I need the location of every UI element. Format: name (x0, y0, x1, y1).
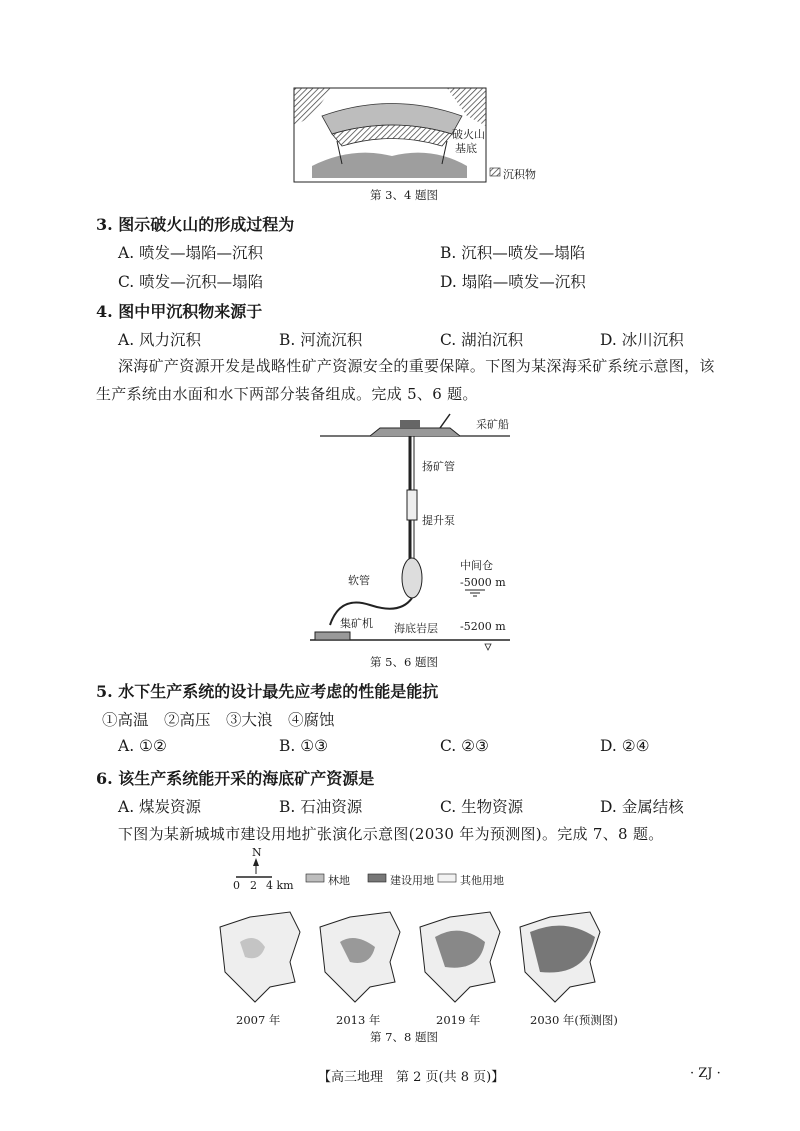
passage-line: 生产系统由水面和水下两部分装备组成。完成 5、6 题。 (96, 385, 478, 403)
passage-line: 深海矿产资源开发是战略性矿产资源安全的重要保障。下图为某深海采矿系统示意图，该 (118, 357, 715, 375)
label-depth-5000: -5000 m (460, 576, 506, 589)
figure-deep-sea-mining (310, 410, 550, 652)
legend-swatch-other (438, 874, 456, 882)
label-collector: 集矿机 (340, 617, 373, 630)
option-c: C. ②③ (440, 737, 489, 755)
fig1-label-base: 基底 (455, 142, 477, 155)
map-2007 (220, 912, 300, 1002)
figure-caption: 第 7、8 题图 (370, 1030, 438, 1044)
question-stem: 6. 该生产系统能开采的海底矿产资源是 (96, 769, 375, 788)
fig1-label-caldera: 破火山 (452, 128, 485, 141)
year-label: 2013 年 (336, 1013, 381, 1027)
option-c: C. 喷发—沉积—塌陷 (118, 273, 264, 291)
scale-label: 0 (233, 879, 240, 892)
option-c: C. 生物资源 (440, 798, 524, 816)
label-depth-5200: -5200 m (460, 620, 506, 633)
scale-label: 2 (250, 879, 257, 892)
question-items: ①高温 ②高压 ③大浪 ④腐蚀 (102, 711, 335, 729)
legend-swatch-construction (368, 874, 386, 882)
legend-label-forest: 林地 (328, 874, 350, 887)
map-2019 (420, 912, 500, 1002)
passage-line: 下图为某新城城市建设用地扩张演化示意图(2030 年为预测图)。完成 7、8 题。 (118, 825, 664, 843)
legend-swatch-sediment (490, 168, 500, 176)
page-footer: 【高三地理 第 2 页(共 8 页)】 (318, 1070, 505, 1085)
question-stem: 3. 图示破火山的形成过程为 (96, 215, 295, 234)
option-c: C. 湖泊沉积 (440, 331, 524, 349)
map-2013 (320, 912, 400, 1002)
option-d: D. ②④ (600, 737, 650, 755)
map-2030 (520, 912, 600, 1002)
label-pump: 提升泵 (422, 514, 455, 527)
option-b: B. 河流沉积 (279, 331, 363, 349)
option-a: A. 煤炭资源 (118, 798, 202, 816)
year-label: 2019 年 (436, 1013, 481, 1027)
scale-label: 4 km (266, 879, 294, 892)
option-a: A. 喷发—塌陷—沉积 (118, 244, 264, 262)
figure-land-use-maps (210, 846, 630, 1027)
footer-code: · ZJ · (690, 1066, 721, 1081)
legend-label-construction: 建设用地 (390, 874, 434, 887)
option-b: B. ①③ (279, 737, 329, 755)
figure-caption: 第 3、4 题图 (370, 188, 438, 202)
question-stem: 5. 水下生产系统的设计最先应考虑的性能是能抗 (96, 682, 439, 701)
label-bin: 中间仓 (460, 559, 493, 572)
year-label: 2007 年 (236, 1013, 281, 1027)
option-b: B. 石油资源 (279, 798, 363, 816)
option-a: A. 风力沉积 (118, 331, 202, 349)
label-riser: 扬矿管 (422, 460, 455, 473)
option-d: D. 塌陷—喷发—沉积 (440, 273, 586, 291)
option-d: D. 冰川沉积 (600, 331, 684, 349)
option-d: D. 金属结核 (600, 798, 684, 816)
north-label: N (252, 846, 262, 859)
year-label: 2030 年(预测图) (530, 1013, 618, 1027)
legend-swatch-forest (306, 874, 324, 882)
question-stem: 4. 图中甲沉积物来源于 (96, 302, 263, 321)
fig1-legend-label: 沉积物 (503, 168, 536, 181)
option-a: A. ①② (118, 737, 167, 755)
option-b: B. 沉积—喷发—塌陷 (440, 244, 586, 262)
legend-label-other: 其他用地 (460, 874, 504, 887)
figure-caldera (292, 86, 542, 186)
figure-caption: 第 5、6 题图 (370, 655, 438, 669)
label-seabed-rock: 海底岩层 (394, 622, 438, 635)
label-ship: 采矿船 (476, 418, 509, 431)
north-arrow-icon (253, 858, 259, 866)
label-hose: 软管 (348, 574, 370, 587)
